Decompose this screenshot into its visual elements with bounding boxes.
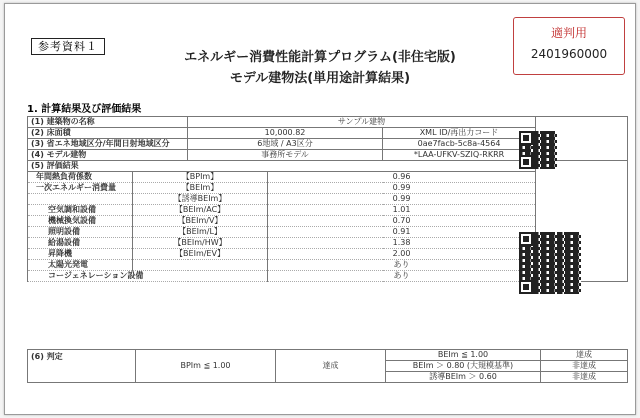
eval-index: 【BEIm】 xyxy=(133,183,268,194)
eval-value: 0.99 xyxy=(268,194,536,205)
floor-area-label: (2) 床面積 xyxy=(28,128,188,139)
bpi-condition: BPIm ≦ 1.00 xyxy=(136,350,276,383)
eval-value: 0.99 xyxy=(268,183,536,194)
region-label: (3) 省エネ地域区分/年間日射地域区分 xyxy=(28,139,188,150)
floor-area-value: 10,000.82 xyxy=(188,128,383,139)
building-name-value: サンプル建物 xyxy=(188,117,536,128)
eval-value: 1.01 xyxy=(268,205,536,216)
criteria-result: 非達成 xyxy=(541,361,628,372)
document-subtitle: モデル建物法(単用途計算結果) xyxy=(229,71,411,86)
judgement-heading: (6) 判定 xyxy=(28,350,136,383)
eval-value: 0.96 xyxy=(268,172,536,183)
xml-id-code: 0ae7facb-5c8a-4564 xyxy=(383,139,536,150)
reference-label: 参考資料１ xyxy=(31,38,105,55)
eval-index xyxy=(133,260,268,271)
evaluation-heading: (5) 評価結果 xyxy=(28,161,536,172)
eval-label: 機械換気設備 xyxy=(28,216,133,227)
eval-value: 1.38 xyxy=(268,238,536,249)
model-label: (4) モデル建物 xyxy=(28,150,188,161)
eval-label: 一次エネルギー消費量 xyxy=(28,183,133,194)
eval-value: 0.91 xyxy=(268,227,536,238)
table-row xyxy=(28,117,628,128)
eval-label: 太陽光発電 xyxy=(28,260,133,271)
eval-value: あり xyxy=(268,260,536,271)
eval-value: 0.70 xyxy=(268,216,536,227)
eval-label: 空気調和設備 xyxy=(28,205,133,216)
eval-label: コージェネレーション設備 xyxy=(28,271,268,282)
section-heading: 1. 計算結果及び評価結果 xyxy=(27,104,142,115)
qr-code-icon xyxy=(519,131,557,169)
eval-label: 昇降機 xyxy=(28,249,133,260)
eval-index: 【BPIm】 xyxy=(133,172,268,183)
eval-value: 2.00 xyxy=(268,249,536,260)
criteria-condition: 誘導BEIm ＞ 0.60 xyxy=(386,372,541,383)
eval-index: 【BEIm/HW】 xyxy=(133,238,268,249)
eval-value: あり xyxy=(268,271,536,282)
eval-index: 【BEIm/AC】 xyxy=(133,205,268,216)
stamp-number: 2401960000 xyxy=(530,47,608,61)
eval-label: 給湯設備 xyxy=(28,238,133,249)
criteria-condition: BEIm ≦ 1.00 xyxy=(386,350,541,361)
table-row xyxy=(28,350,628,361)
eval-label: 照明設備 xyxy=(28,227,133,238)
region-value: 6地域 / A3区分 xyxy=(188,139,383,150)
eval-label xyxy=(28,194,133,205)
bpi-result: 達成 xyxy=(276,350,386,383)
document-title: エネルギー消費性能計算プログラム(非住宅版) xyxy=(184,50,456,65)
eval-index: 【BEIm/V】 xyxy=(133,216,268,227)
approval-stamp xyxy=(513,17,625,75)
stamp-label: 適判用 xyxy=(550,26,587,40)
eval-label: 年間熱負荷係数 xyxy=(28,172,133,183)
xml-id-label: XML ID/再出力コード xyxy=(383,128,536,139)
qr-code-icon xyxy=(519,232,581,294)
criteria-result: 達成 xyxy=(541,350,628,361)
model-value: 事務所モデル xyxy=(188,150,383,161)
eval-index: 【誘導BEIm】 xyxy=(133,194,268,205)
criteria-result: 非達成 xyxy=(541,372,628,383)
eval-index: 【BEIm/L】 xyxy=(133,227,268,238)
reoutput-code: *LAA-UFKV-SZIQ-RKRR xyxy=(383,150,536,161)
judgement-table xyxy=(27,349,628,383)
criteria-condition: BEIm ＞ 0.80 (大規模基準) xyxy=(386,361,541,372)
building-name-label: (1) 建築物の名称 xyxy=(28,117,188,128)
eval-index: 【BEIm/EV】 xyxy=(133,249,268,260)
document-page xyxy=(4,3,636,415)
